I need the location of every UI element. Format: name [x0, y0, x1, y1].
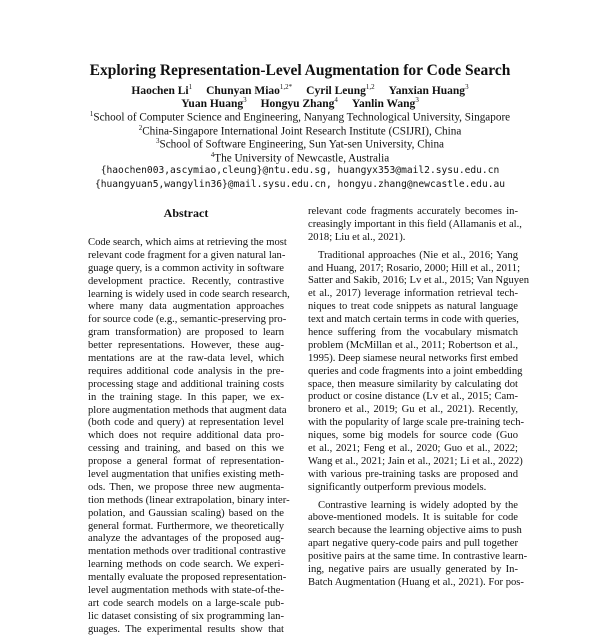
text-line: creasingly important in this field (Allamanis et al.,	[308, 218, 522, 230]
text-line: learning is widely used in code search research,	[88, 288, 290, 300]
text-line: Code search, which aims at retrieving the most	[88, 237, 287, 248]
text-line: et al., 2021; Feng et al., 2020; Guo et al., 2022;	[308, 443, 518, 455]
affiliation-marker: 3	[243, 96, 247, 104]
text-line: guages. The experimental results show that	[88, 623, 284, 635]
affiliation-text: School of Computer Science and Engineering, Nanyang Technological University, Singapore	[93, 111, 511, 124]
text-line: significantly outperform previous models.	[308, 481, 487, 493]
abstract-body	[88, 237, 290, 637]
author-name: Cyril Leung$^{1,2}$	[306, 83, 375, 97]
text-line: 2018; Liu et al., 2021).	[308, 231, 406, 243]
text-line: Wang et al., 2021; Jain et al., 2021; Li et al., 2022)	[308, 455, 523, 467]
text-line: apart negative query-code pairs and pull together	[308, 538, 518, 550]
affiliation-text: School of Software Engineering, Sun Yat-sen University, China	[159, 138, 445, 151]
text-line: relevant code fragments accurately becomes in-	[308, 206, 518, 217]
affiliation-line	[0, 137, 600, 151]
affiliation-text: The University of Newcastle, Australia	[214, 152, 390, 165]
text-line: plore augmentation methods that augment data	[88, 404, 287, 416]
email-line: {haochen003,ascymiao,cleung}@ntu.edu.sg, huangyx353@mail2.sysu.edu.cn	[100, 165, 500, 176]
text-line: et al., 2017) leverage information retrieval tech-	[308, 288, 518, 300]
introduction-body	[308, 206, 530, 590]
affiliation-marker: 1,2	[365, 83, 375, 91]
text-line: gram transformation) are proposed to learn	[88, 327, 284, 339]
text-line: niques, some big models for source code (Guo	[308, 430, 518, 442]
affiliation-line	[0, 151, 600, 165]
author-name: Yanlin Wang$^3$	[351, 96, 419, 110]
text-line: 1995). Deep siamese neural networks first embed	[308, 352, 518, 364]
text-line: hence suffering from the vocabulary mismatch	[308, 327, 518, 339]
text-line: product or cosine distance (Lv et al., 2015; Cam-	[308, 391, 518, 403]
text-line: queries and code fragments into a joint embedding	[308, 365, 523, 377]
text-line: level augmentation that unifies existing meth-	[88, 469, 284, 481]
text-line: lic dataset consisting of six programming lan-	[88, 610, 284, 622]
text-line: guage query, is a common activity in software	[88, 262, 284, 274]
author-list	[0, 96, 600, 110]
text-line: search because the learning objective aims to push	[308, 525, 522, 537]
affiliation-marker: 3	[415, 96, 419, 104]
text-line: bronero et al., 2019; Gu et al., 2021). Recently,	[308, 404, 518, 416]
text-line: where many data augmentation approaches	[88, 301, 284, 313]
email-line: {huangyuan5,wangylin36}@mail.sysu.edu.cn, hongyu.zhang@newcastle.edu.au	[94, 178, 506, 190]
text-line: with various pre-training tasks are proposed and	[308, 468, 518, 480]
author-name: Yanxian Huang$^3$	[388, 83, 469, 97]
affiliation-line	[0, 124, 600, 138]
affiliation-line	[0, 110, 600, 124]
author-list	[0, 83, 600, 97]
text-line: for source code (e.g., semantic-preserving pro-	[88, 314, 287, 326]
affiliation-marker: 2	[138, 123, 143, 132]
text-line: niques to treat code snippets as natural language	[308, 301, 518, 313]
text-line: Contrastive learning is widely adopted by the	[318, 499, 518, 511]
text-line: polation, and Gaussian scaling) based on the	[88, 507, 284, 519]
affiliation-marker: 1,2*	[279, 83, 293, 91]
abstract-heading: Abstract	[163, 206, 209, 220]
text-line: text and match certain terms in code with queries,	[308, 314, 519, 326]
text-line: above-mentioned models. It is suitable for code	[308, 512, 518, 524]
author-name: Haochen Li$^1$	[131, 83, 193, 97]
text-line: relevant code fragment for a given natural lan-	[88, 249, 286, 261]
text-line: learning methods on code search. We experi-	[88, 559, 284, 571]
text-line: positive pairs at the same time. In contrastive learn-	[308, 551, 528, 563]
author-name: Hongyu Zhang$^4$	[260, 96, 338, 110]
author-name: Chunyan Miao$^{1,2*}$	[206, 83, 293, 97]
text-line: which does not require additional data pro-	[88, 430, 284, 442]
text-line: problem (McMillan et al., 2011; Robertson et al.,	[308, 339, 518, 351]
text-line: level augmentation methods with state-of-the-	[88, 585, 284, 597]
text-line: with the popularity of large scale pre-training tech-	[308, 417, 525, 429]
author-name: Yuan Huang$^3$	[181, 96, 247, 110]
text-line: tion methods (linear extrapolation, binary inter-	[88, 494, 290, 506]
paper-title: Exploring Representation-Level Augmentation for Code Search	[89, 62, 511, 79]
affiliation-marker: 4	[334, 96, 338, 104]
text-line: processing stage and additional training costs	[88, 378, 284, 390]
text-line: Traditional approaches (Nie et al., 2016; Yang	[318, 249, 518, 261]
text-line: requires additional code analysis in the pre-	[88, 365, 284, 377]
text-line: ods. Then, we propose three new augmenta-	[88, 481, 284, 493]
text-line: Satter and Sakib, 2016; Lv et al., 2015; Van Nguyen	[308, 275, 530, 287]
text-line: propose a general format of representation-	[88, 456, 284, 468]
text-line: art code search models on a large-scale pub-	[88, 597, 284, 609]
text-line: development practice. Recently, contrastive	[88, 275, 284, 287]
text-line: general format. Furthermore, we theoretically	[88, 520, 284, 532]
text-line: space, then measure similarity by calculating dot	[308, 378, 518, 390]
text-line: better representations. However, these aug-	[88, 340, 284, 352]
text-line: mentations are at the raw-data level, which	[88, 353, 284, 365]
affiliation-marker: 3	[465, 83, 469, 91]
affiliation-marker: 3	[155, 137, 160, 146]
text-line: Batch Augmentation (Huang et al., 2021). For pos-	[308, 576, 524, 588]
affiliation-marker: 4	[210, 150, 215, 159]
text-line: analyze the advantages of the proposed aug-	[88, 533, 284, 545]
text-line: in the training stage. In this paper, we ex-	[88, 391, 284, 403]
text-line: mentation methods over traditional contrastive	[88, 546, 286, 558]
text-line: cessing and training, and based on this we	[88, 443, 284, 455]
text-line: (both code and query) at representation level	[88, 417, 284, 429]
affiliation-text: China-Singapore International Joint Research Institute (CSIJRI), China	[142, 125, 462, 138]
text-line: ing, negative pairs are usually generated by In-	[308, 564, 518, 576]
affiliation-marker: 1	[188, 83, 193, 91]
affiliation-marker: 1	[89, 110, 94, 118]
text-line: and Huang, 2017; Rosario, 2000; Hill et al., 2011;	[308, 262, 521, 274]
text-line: mentally evaluate the proposed representation-	[88, 572, 287, 584]
